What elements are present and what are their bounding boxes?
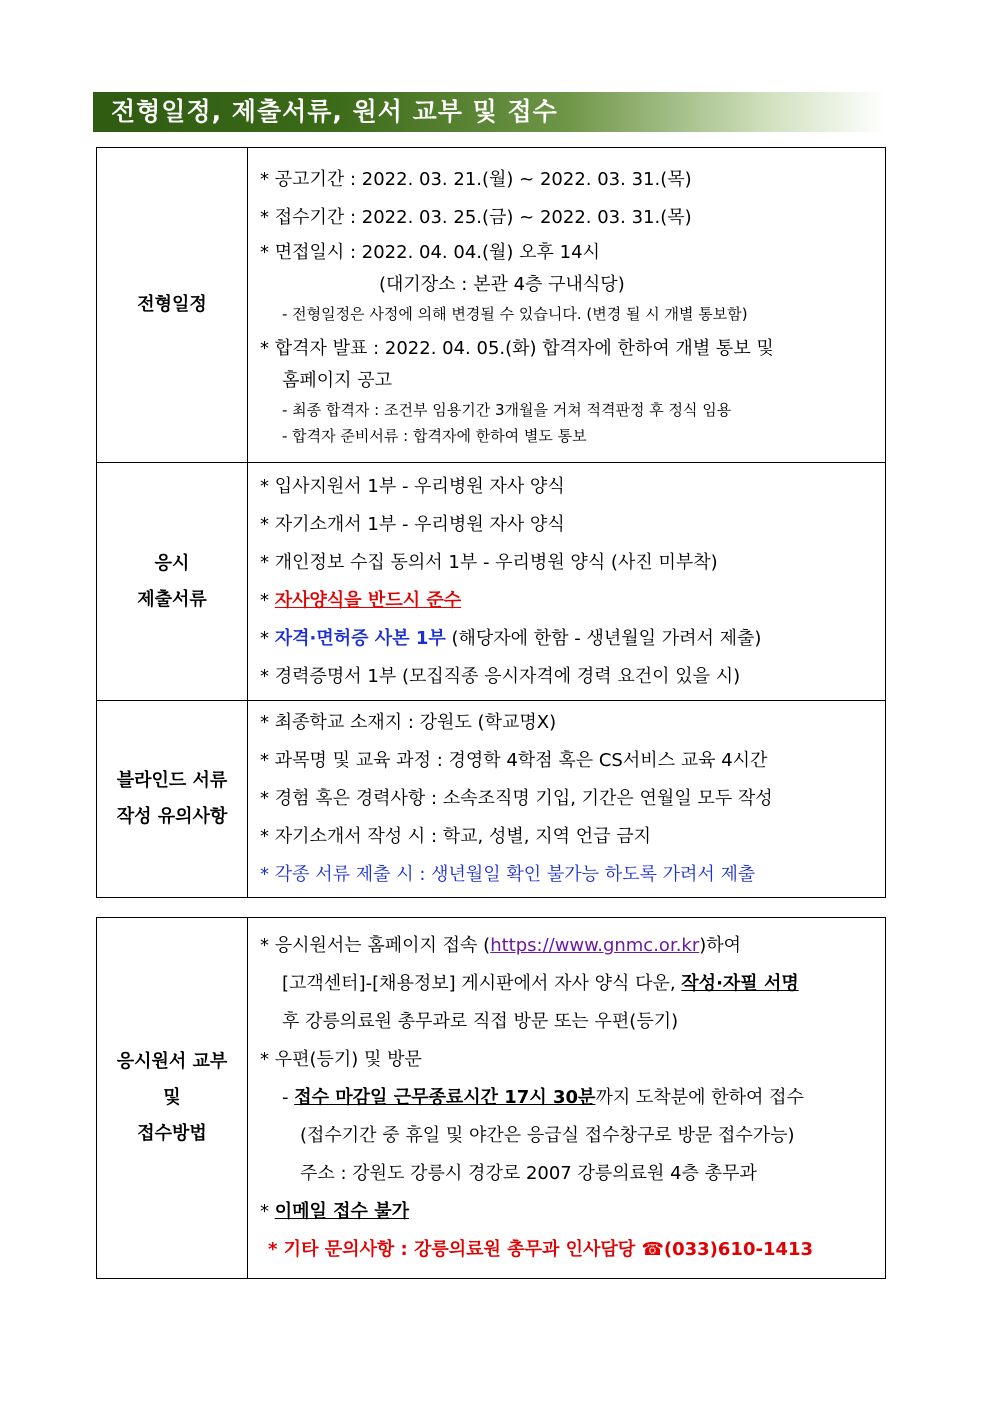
schedule-content [248,148,886,463]
notice-period: * 공고기간 : 2022. 03. 21.(월) ~ 2022. 03. 31.(목) [260,169,692,190]
blind-birthdate: * 각종 서류 제출 시 : 생년월일 확인 불가능 하도록 가려서 제출 [260,864,756,885]
blind-course: * 과목명 및 교육 과정 : 경영학 4학점 혹은 CS서비스 교육 4시간 [260,750,768,771]
app-address: 주소 : 강원도 강릉시 경강로 2007 강릉의료원 4층 총무과 [300,1163,757,1184]
doc-privacy-consent: * 개인정보 수집 동의서 1부 - 우리병원 양식 (사진 미부착) [260,551,718,573]
result-announcement-cont: 홈페이지 공고 [282,370,393,391]
reception-period: * 접수기간 : 2022. 03. 25.(금) ~ 2022. 03. 31.(목) [260,207,692,228]
result-announcement: * 합격자 발표 : 2022. 04. 05.(화) 합격자에 한하여 개별 통보 및 [260,338,774,359]
result-note-docs: - 합격자 준비서류 : 합격자에 한하여 별도 통보 [282,427,587,445]
app-mail-visit: * 우편(등기) 및 방문 [260,1049,422,1070]
doc-career-cert: * 경력증명서 1부 (모집직종 응시자격에 경력 요건이 있을 시) [260,665,741,687]
blind-content [248,701,886,898]
doc-form-notice: * 자사양식을 반드시 준수 [260,589,462,611]
doc-self-intro: * 자기소개서 1부 - 우리병원 자사 양식 [260,513,565,535]
blind-experience: * 경험 혹은 경력사항 : 소속조직명 기입, 기간은 연월일 모두 작성 [260,788,773,809]
blind-label: 블라인드 서류 작성 유의사항 [97,701,248,898]
app-homepage: * 응시원서는 홈페이지 접속 (https://www.gnmc.or.kr)하여 [260,935,742,956]
app-no-email: * 이메일 접수 불가 [260,1201,409,1222]
blind-school: * 최종학교 소재지 : 강원도 (학교명X) [260,712,557,733]
application-content [248,918,886,1279]
homepage-link[interactable]: https://www.gnmc.or.kr [490,935,700,956]
application-label: 응시원서 교부 및 접수방법 [97,918,248,1279]
section-title: 전형일정, 제출서류, 원서 교부 및 접수 [93,92,885,132]
app-contact: * 기타 문의사항 : 강릉의료원 총무과 인사담당 ☎(033)610-1413 [268,1239,814,1260]
application-table [96,917,886,1279]
result-note-final: - 최종 합격자 : 조건부 임용기간 3개월을 거쳐 적격판정 후 정식 임용 [282,401,732,419]
documents-label: 응시 제출서류 [97,463,248,701]
schedule-label: 전형일정 [97,148,248,463]
blind-row [97,701,886,898]
app-submit: 후 강릉의료원 총무과로 직접 방문 또는 우편(등기) [282,1011,679,1032]
blind-self-intro: * 자기소개서 작성 시 : 학교, 성별, 지역 언급 금지 [260,826,651,847]
documents-content [248,463,886,701]
info-table [96,147,886,898]
doc-application: * 입사지원서 1부 - 우리병원 자사 양식 [260,475,565,497]
interview-date: * 면접일시 : 2022. 04. 04.(월) 오후 14시 [260,242,600,263]
interview-place: (대기장소 : 본관 4층 구내식당) [379,274,625,295]
application-row [97,918,886,1279]
app-deadline: - 접수 마감일 근무종료시간 17시 30분까지 도착분에 한하여 접수 [282,1087,804,1108]
app-download: [고객센터]-[채용정보] 게시판에서 자사 양식 다운, 작성·자필 서명 [282,973,799,994]
app-holiday: (접수기간 중 휴일 및 야간은 응급실 접수창구로 방문 접수가능) [300,1125,795,1146]
documents-row [97,463,886,701]
interview-note: - 전형일정은 사정에 의해 변경될 수 있습니다. (변경 될 시 개별 통보함) [282,305,748,323]
doc-license-copy: * 자격·면허증 사본 1부 (해당자에 한함 - 생년월일 가려서 제출) [260,627,762,649]
schedule-row [97,148,886,463]
